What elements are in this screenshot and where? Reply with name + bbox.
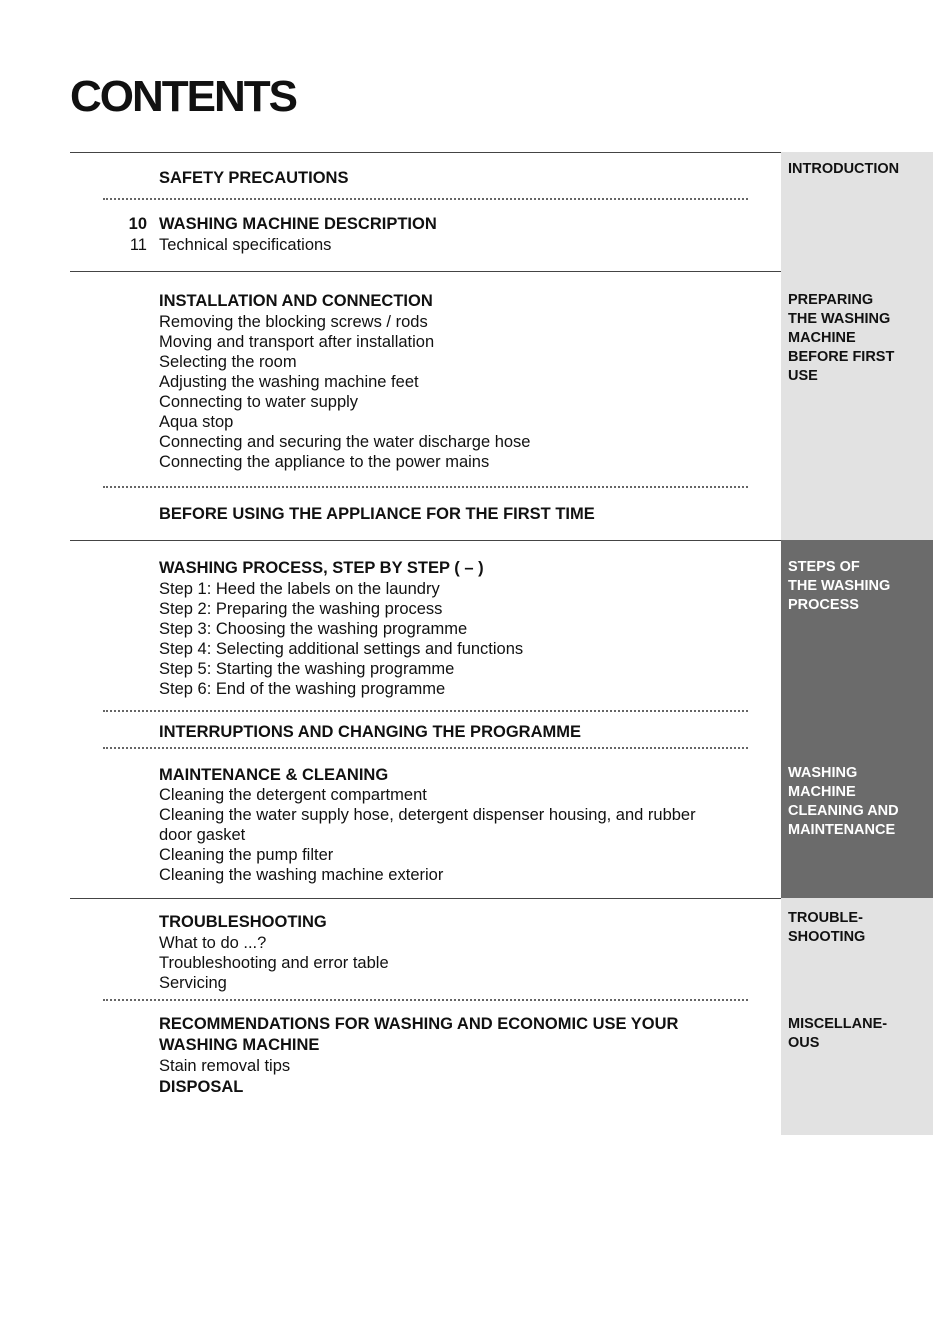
- sidebar-label: STEPS OF: [788, 559, 860, 575]
- toc-item[interactable]: Connecting and securing the water discharge hose: [159, 433, 531, 451]
- sidebar-label: MACHINE: [788, 784, 856, 800]
- toc-item[interactable]: Step 1: Heed the labels on the laundry: [159, 580, 440, 598]
- toc-item[interactable]: Adjusting the washing machine feet: [159, 373, 419, 391]
- toc-heading-washing-process[interactable]: WASHING PROCESS, STEP BY STEP ( – ): [159, 559, 484, 577]
- sidebar-label: CLEANING AND: [788, 803, 899, 819]
- sidebar-label: TROUBLE-: [788, 910, 863, 926]
- section-divider: [70, 271, 781, 272]
- sidebar-miscellaneous: [781, 1006, 933, 1135]
- toc-heading-before-first-use[interactable]: BEFORE USING THE APPLIANCE FOR THE FIRST TIME: [159, 505, 595, 523]
- toc-heading-disposal[interactable]: DISPOSAL: [159, 1078, 244, 1096]
- toc-item[interactable]: door gasket: [159, 826, 246, 844]
- toc-item[interactable]: Troubleshooting and error table: [159, 954, 389, 972]
- toc-item[interactable]: Technical specifications: [159, 236, 332, 254]
- dotted-separator: [103, 486, 748, 488]
- toc-item[interactable]: Removing the blocking screws / rods: [159, 313, 428, 331]
- toc-heading-installation[interactable]: INSTALLATION AND CONNECTION: [159, 292, 433, 310]
- toc-heading-recommendations-cont[interactable]: WASHING MACHINE: [159, 1036, 320, 1054]
- toc-item[interactable]: Connecting the appliance to the power mains: [159, 453, 490, 471]
- sidebar-label: SHOOTING: [788, 929, 866, 945]
- sidebar-cleaning: [781, 755, 933, 898]
- toc-heading-safety[interactable]: SAFETY PRECAUTIONS: [159, 169, 349, 187]
- sidebar-label: THE WASHING: [788, 311, 891, 327]
- sidebar-introduction: [781, 152, 933, 271]
- section-divider: [70, 898, 781, 899]
- toc-item[interactable]: Cleaning the water supply hose, detergent dispenser housing, and rubber: [159, 806, 696, 824]
- sidebar-label: BEFORE FIRST: [788, 349, 895, 365]
- sidebar-label: MAINTENANCE: [788, 822, 896, 838]
- sidebar-label: MACHINE: [788, 330, 856, 346]
- sidebar-label: THE WASHING: [788, 578, 891, 594]
- toc-item[interactable]: Step 4: Selecting additional settings and functions: [159, 640, 524, 658]
- sidebar-label: PREPARING: [788, 292, 874, 308]
- toc-item[interactable]: Selecting the room: [159, 353, 297, 371]
- section-divider: [70, 540, 781, 541]
- toc-item[interactable]: Step 5: Starting the washing programme: [159, 660, 455, 678]
- toc-item[interactable]: Step 3: Choosing the washing programme: [159, 620, 468, 638]
- sidebar-steps: [781, 540, 933, 755]
- sidebar-label: USE: [788, 368, 818, 384]
- page-number: 10: [128, 215, 147, 233]
- sidebar-label: MISCELLANE-: [788, 1016, 888, 1032]
- toc-item[interactable]: Stain removal tips: [159, 1057, 291, 1075]
- toc-item[interactable]: What to do ...?: [159, 934, 267, 952]
- dotted-separator: [103, 710, 748, 712]
- toc-heading-recommendations[interactable]: RECOMMENDATIONS FOR WASHING AND ECONOMIC USE YOUR: [159, 1015, 679, 1033]
- page-title: CONTENTS: [70, 72, 296, 121]
- toc-item[interactable]: Servicing: [159, 974, 227, 992]
- toc-heading-maintenance[interactable]: MAINTENANCE & CLEANING: [159, 766, 389, 784]
- dotted-separator: [103, 198, 748, 200]
- sidebar-label: WASHING: [788, 765, 858, 781]
- toc-item[interactable]: Cleaning the pump filter: [159, 846, 334, 864]
- toc-item[interactable]: Aqua stop: [159, 413, 234, 431]
- sidebar-troubleshooting: [781, 898, 933, 1006]
- sidebar-label: OUS: [788, 1035, 820, 1051]
- sidebar-label: PROCESS: [788, 597, 859, 613]
- sidebar-preparing: [781, 271, 933, 540]
- dotted-separator: [103, 999, 748, 1001]
- toc-item[interactable]: Connecting to water supply: [159, 393, 359, 411]
- toc-item[interactable]: Cleaning the detergent compartment: [159, 786, 427, 804]
- dotted-separator: [103, 747, 748, 749]
- toc-item[interactable]: Cleaning the washing machine exterior: [159, 866, 444, 884]
- section-divider: [70, 152, 781, 153]
- toc-heading-description[interactable]: WASHING MACHINE DESCRIPTION: [159, 215, 437, 233]
- page-number: 11: [129, 236, 147, 254]
- toc-heading-interruptions[interactable]: INTERRUPTIONS AND CHANGING THE PROGRAMME: [159, 723, 581, 741]
- toc-item[interactable]: Step 2: Preparing the washing process: [159, 600, 443, 618]
- toc-item[interactable]: Step 6: End of the washing programme: [159, 680, 446, 698]
- toc-heading-troubleshooting[interactable]: TROUBLESHOOTING: [159, 913, 327, 931]
- sidebar-label: INTRODUCTION: [788, 161, 900, 177]
- toc-item[interactable]: Moving and transport after installation: [159, 333, 435, 351]
